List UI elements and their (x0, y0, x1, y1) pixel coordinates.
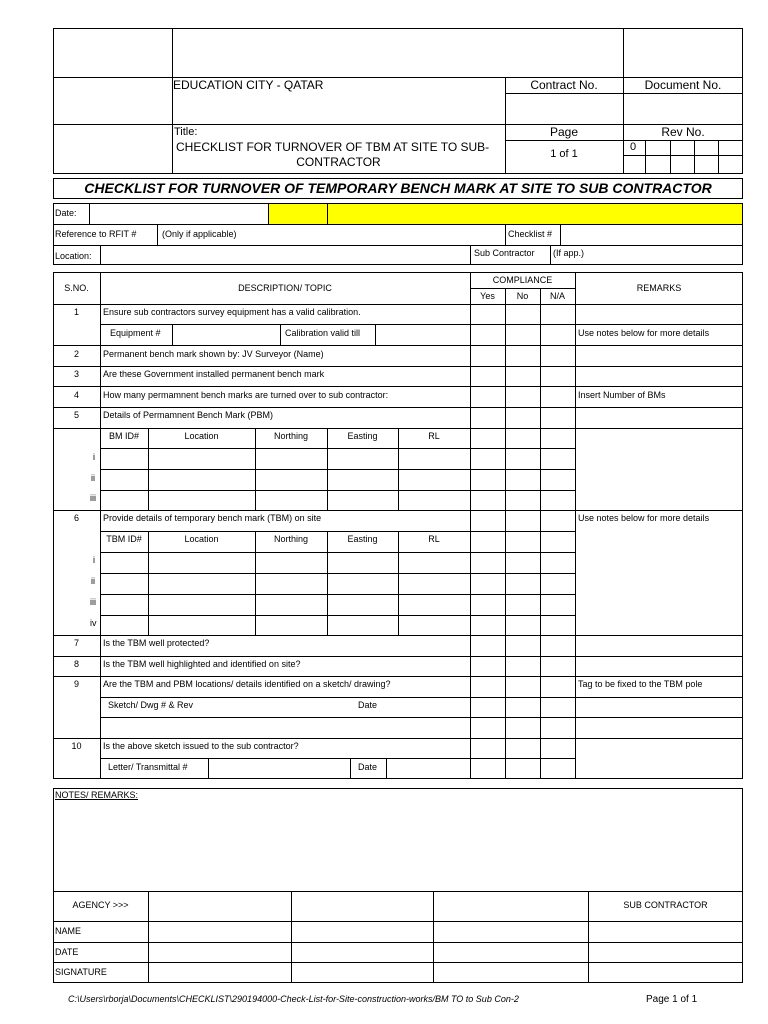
tbm-col-easting: Easting (347, 534, 378, 544)
remarks-header: REMARKS (636, 283, 682, 293)
subcon-note: (If app.) (553, 248, 585, 258)
checklist-label: Checklist # (508, 229, 553, 239)
row-3-text: Are these Government installed permanent bench mark (103, 369, 325, 379)
letter-label: Letter/ Transmittal # (108, 762, 188, 772)
sketch-date-label: Date (358, 700, 378, 710)
title-line-1: CHECKLIST FOR TURNOVER OF TBM AT SITE TO SUB- (176, 140, 490, 154)
footer-page: Page 1 of 1 (646, 994, 698, 1005)
row-9-number: 9 (73, 679, 79, 689)
subcon-label: Sub Contractor (474, 248, 535, 258)
rfit-label: Reference to RFIT # (55, 229, 137, 239)
row-8-number: 8 (73, 659, 79, 669)
rev-value: 0 (630, 141, 637, 153)
sketch-label: Sketch/ Dwg # & Rev (108, 700, 194, 710)
desc-header: DESCRIPTION/ TOPIC (238, 283, 332, 293)
row-9-text: Are the TBM and PBM locations/ details identified on a sketch/ drawing? (103, 679, 391, 689)
yes-header: Yes (480, 291, 495, 301)
pbm-col-easting: Easting (347, 431, 378, 441)
subcontractor-label: SUB CONTRACTOR (623, 900, 708, 910)
project-name: EDUCATION CITY - QATAR (173, 78, 324, 92)
footer-path: C:\Users\rborja\Documents\CHECKLIST\290194000-Check-List-for-Site-construction-works/BM TO to Sub Con-2 (68, 994, 519, 1004)
date-label: Date: (55, 208, 77, 218)
rev-label: Rev No. (661, 125, 705, 139)
row-2-text: Permanent bench mark shown by: JV Surveyor (Name) (103, 349, 324, 359)
agency-label: AGENCY >>> (72, 900, 129, 910)
document-no-label: Document No. (644, 78, 722, 92)
letter-date-label: Date (358, 762, 378, 772)
row-6-number: 6 (73, 513, 79, 523)
row-10-number: 10 (71, 741, 82, 751)
pbm-col-rl: RL (428, 431, 440, 441)
pbm-index-1: i (93, 452, 95, 462)
equipment-label: Equipment # (110, 328, 161, 338)
row-5-text: Details of Permamnent Bench Mark (PBM) (103, 410, 274, 420)
no-header: No (516, 291, 529, 301)
row-3-number: 3 (73, 369, 79, 379)
title-line-2: CONTRACTOR (296, 155, 381, 169)
page-value: 1 of 1 (550, 148, 578, 160)
row-10-text: Is the above sketch issued to the sub contractor? (103, 741, 299, 751)
contract-no-label: Contract No. (530, 78, 598, 92)
tbm-col-rl: RL (428, 534, 440, 544)
date-label-sign: DATE (55, 947, 79, 957)
tbm-index-3: iii (90, 597, 96, 607)
row-4-text: How many permamnent bench marks are turned over to sub contractor: (103, 390, 389, 400)
row-1-remark: Use notes below for more details (578, 328, 710, 338)
row-4-number: 4 (73, 390, 79, 400)
tbm-index-1: i (93, 555, 95, 565)
title-label: Title: (174, 126, 198, 138)
row-1-number: 1 (73, 307, 79, 317)
page-label: Page (549, 125, 579, 139)
row-7-text: Is the TBM well protected? (103, 638, 210, 648)
location-label: Location: (55, 251, 92, 261)
tbm-col-northing: Northing (273, 534, 309, 544)
main-title: CHECKLIST FOR TURNOVER OF TEMPORARY BENCH MARK AT SITE TO SUB CONTRACTOR (84, 180, 712, 196)
rfit-note: (Only if applicable) (162, 229, 237, 239)
row-9-remark: Tag to be fixed to the TBM pole (578, 679, 703, 689)
calibration-label: Calibration valid till (285, 328, 361, 338)
row-8-text: Is the TBM well highlighted and identified on site? (103, 659, 301, 669)
notes-label: NOTES/ REMARKS: (55, 790, 139, 800)
name-label: NAME (55, 926, 82, 936)
row-1-text: Ensure sub contractors survey equipment has a valid calibration. (103, 307, 361, 317)
row-2-number: 2 (73, 349, 79, 359)
row-6-remark: Use notes below for more details (578, 513, 710, 523)
pbm-col-location: Location (184, 431, 219, 441)
tbm-col-location: Location (184, 534, 219, 544)
row-7-number: 7 (73, 638, 79, 648)
row-6-text: Provide details of temporary bench mark (TBM) on site (103, 513, 322, 523)
pbm-col-northing: Northing (273, 431, 309, 441)
tbm-col-id: TBM ID# (106, 534, 142, 544)
tbm-index-4: iv (90, 618, 97, 628)
signature-label: SIGNATURE (55, 967, 107, 977)
na-header: N/A (549, 291, 565, 301)
pbm-index-3: iii (90, 493, 96, 503)
tbm-index-2: ii (91, 576, 95, 586)
sno-header: S.NO. (64, 283, 89, 293)
pbm-col-id: BM ID# (108, 431, 139, 441)
row-5-number: 5 (73, 410, 79, 420)
row-4-remark: Insert Number of BMs (578, 390, 666, 400)
pbm-index-2: ii (91, 473, 95, 483)
compliance-header: COMPLIANCE (492, 275, 553, 285)
